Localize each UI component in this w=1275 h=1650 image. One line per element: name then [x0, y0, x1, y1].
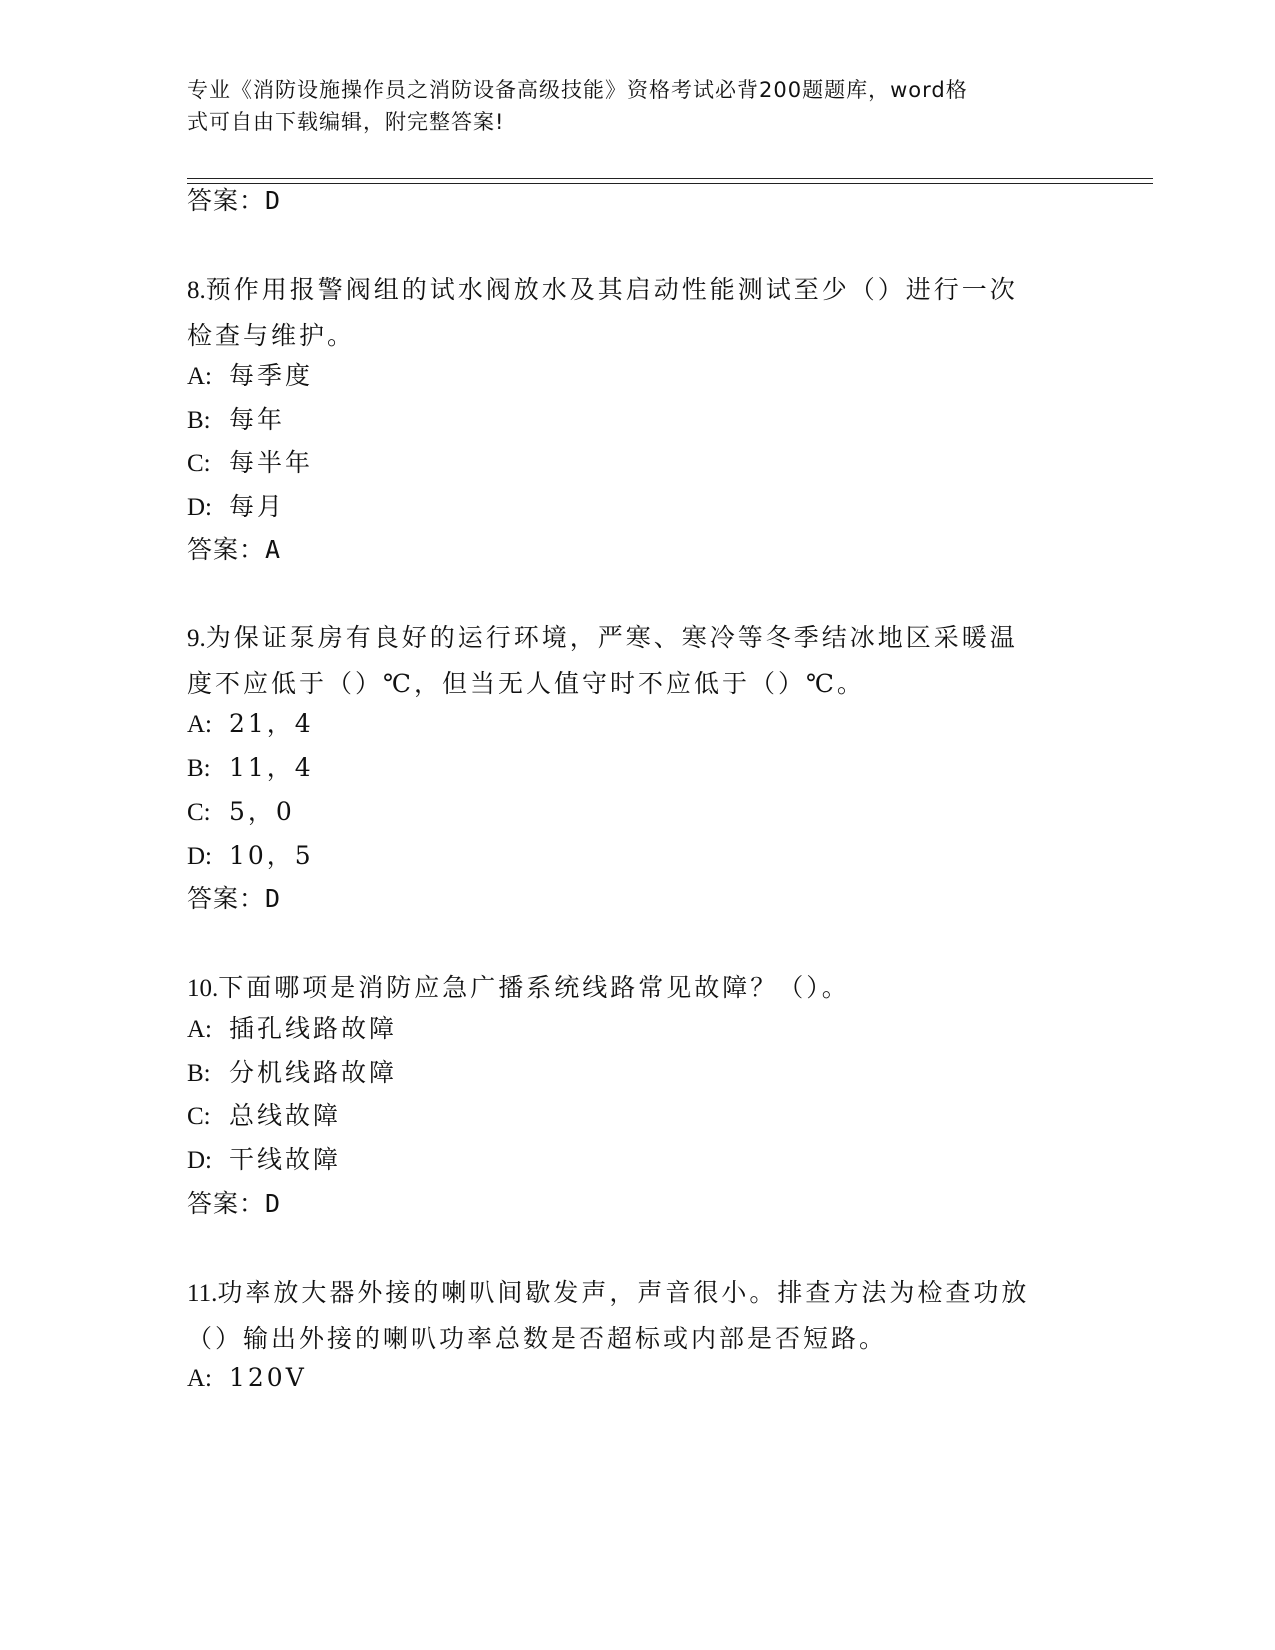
option-key: D: — [187, 843, 212, 870]
answer-value: D — [265, 1189, 282, 1218]
question-number: 11. — [187, 1280, 218, 1307]
option-key: B: — [187, 755, 211, 782]
answer-label: 答案： — [187, 884, 266, 913]
option-text: 每月 — [229, 492, 286, 521]
option-text: 每半年 — [229, 448, 314, 477]
header-divider-top — [187, 178, 1153, 179]
question-9-line-2: 度不应低于（）℃，但当无人值守时不应低于（）℃。 — [187, 669, 865, 698]
option-key: A: — [187, 363, 212, 390]
header-divider-bottom — [187, 183, 1153, 184]
option-text: 11，4 — [229, 753, 314, 782]
option-text: 分机线路故障 — [229, 1058, 398, 1087]
question-8-line-2: 检查与维护。 — [187, 321, 356, 350]
q8-option-a — [187, 359, 313, 394]
answer-label: 答案： — [187, 535, 266, 564]
option-text: 总线故障 — [229, 1101, 342, 1130]
header-line-2: 式可自由下载编辑，附完整答案! — [187, 110, 505, 134]
option-text: 干线故障 — [229, 1145, 342, 1174]
answer-label: 答案： — [187, 186, 266, 215]
option-key: C: — [187, 1103, 211, 1130]
answer-value: D — [265, 186, 282, 215]
question-number: 10. — [187, 975, 219, 1002]
q10-option-d — [187, 1143, 341, 1178]
option-text: 10，5 — [229, 841, 314, 870]
option-key: C: — [187, 450, 211, 477]
question-9-line-1 — [187, 615, 1087, 661]
q10-option-a — [187, 1012, 397, 1047]
answer-q8 — [187, 533, 281, 567]
question-8 — [187, 267, 1087, 358]
answer-label: 答案： — [187, 1189, 266, 1218]
answer-q10 — [187, 1187, 281, 1221]
option-key: B: — [187, 1060, 211, 1087]
question-number: 8. — [187, 277, 206, 304]
question-text: 下面哪项是消防应急广播系统线路常见故障？（）。 — [218, 973, 850, 1002]
option-key: A: — [187, 1365, 212, 1392]
q8-option-d — [187, 490, 285, 525]
option-key: A: — [187, 711, 212, 738]
option-key: D: — [187, 494, 212, 521]
question-10 — [187, 965, 1087, 1011]
q9-option-d — [187, 839, 314, 874]
q8-option-b — [187, 403, 285, 438]
answer-prev — [187, 184, 281, 218]
option-text: 插孔线路故障 — [229, 1014, 398, 1043]
q10-option-c — [187, 1099, 341, 1134]
question-11-line-2: （）输出外接的喇叭功率总数是否超标或内部是否短路。 — [187, 1324, 888, 1353]
question-8-line-1 — [187, 267, 1087, 313]
question-10-line-1 — [187, 965, 1087, 1011]
question-9 — [187, 615, 1087, 706]
q9-option-b — [187, 751, 314, 786]
option-text: 每年 — [229, 405, 286, 434]
option-text: 5，0 — [229, 797, 295, 826]
option-text: 每季度 — [229, 361, 314, 390]
q11-option-a — [187, 1361, 307, 1396]
option-key: B: — [187, 407, 211, 434]
question-11-line-1 — [187, 1270, 1087, 1316]
option-key: C: — [187, 799, 211, 826]
answer-value: A — [265, 535, 282, 564]
question-text: 功率放大器外接的喇叭间歇发声，声音很小。排查方法为检查功放 — [217, 1278, 1030, 1307]
q10-option-b — [187, 1056, 397, 1091]
option-text: 21，4 — [229, 709, 314, 738]
option-key: A: — [187, 1016, 212, 1043]
document-header — [187, 74, 1067, 138]
header-line-1: 专业《消防设施操作员之消防设备高级技能》资格考试必背200题题库，word格 — [187, 78, 968, 102]
question-text: 预作用报警阀组的试水阀放水及其启动性能测试至少（）进行一次 — [205, 275, 1018, 304]
option-text: 120V — [229, 1363, 307, 1392]
q8-option-c — [187, 446, 313, 481]
q9-option-a — [187, 707, 314, 742]
question-text: 为保证泵房有良好的运行环境，严寒、寒冷等冬季结冰地区采暖温 — [205, 623, 1018, 652]
answer-value: D — [265, 884, 282, 913]
question-number: 9. — [187, 625, 206, 652]
answer-q9 — [187, 882, 281, 916]
option-key: D: — [187, 1147, 212, 1174]
question-11 — [187, 1270, 1087, 1361]
q9-option-c — [187, 795, 295, 830]
